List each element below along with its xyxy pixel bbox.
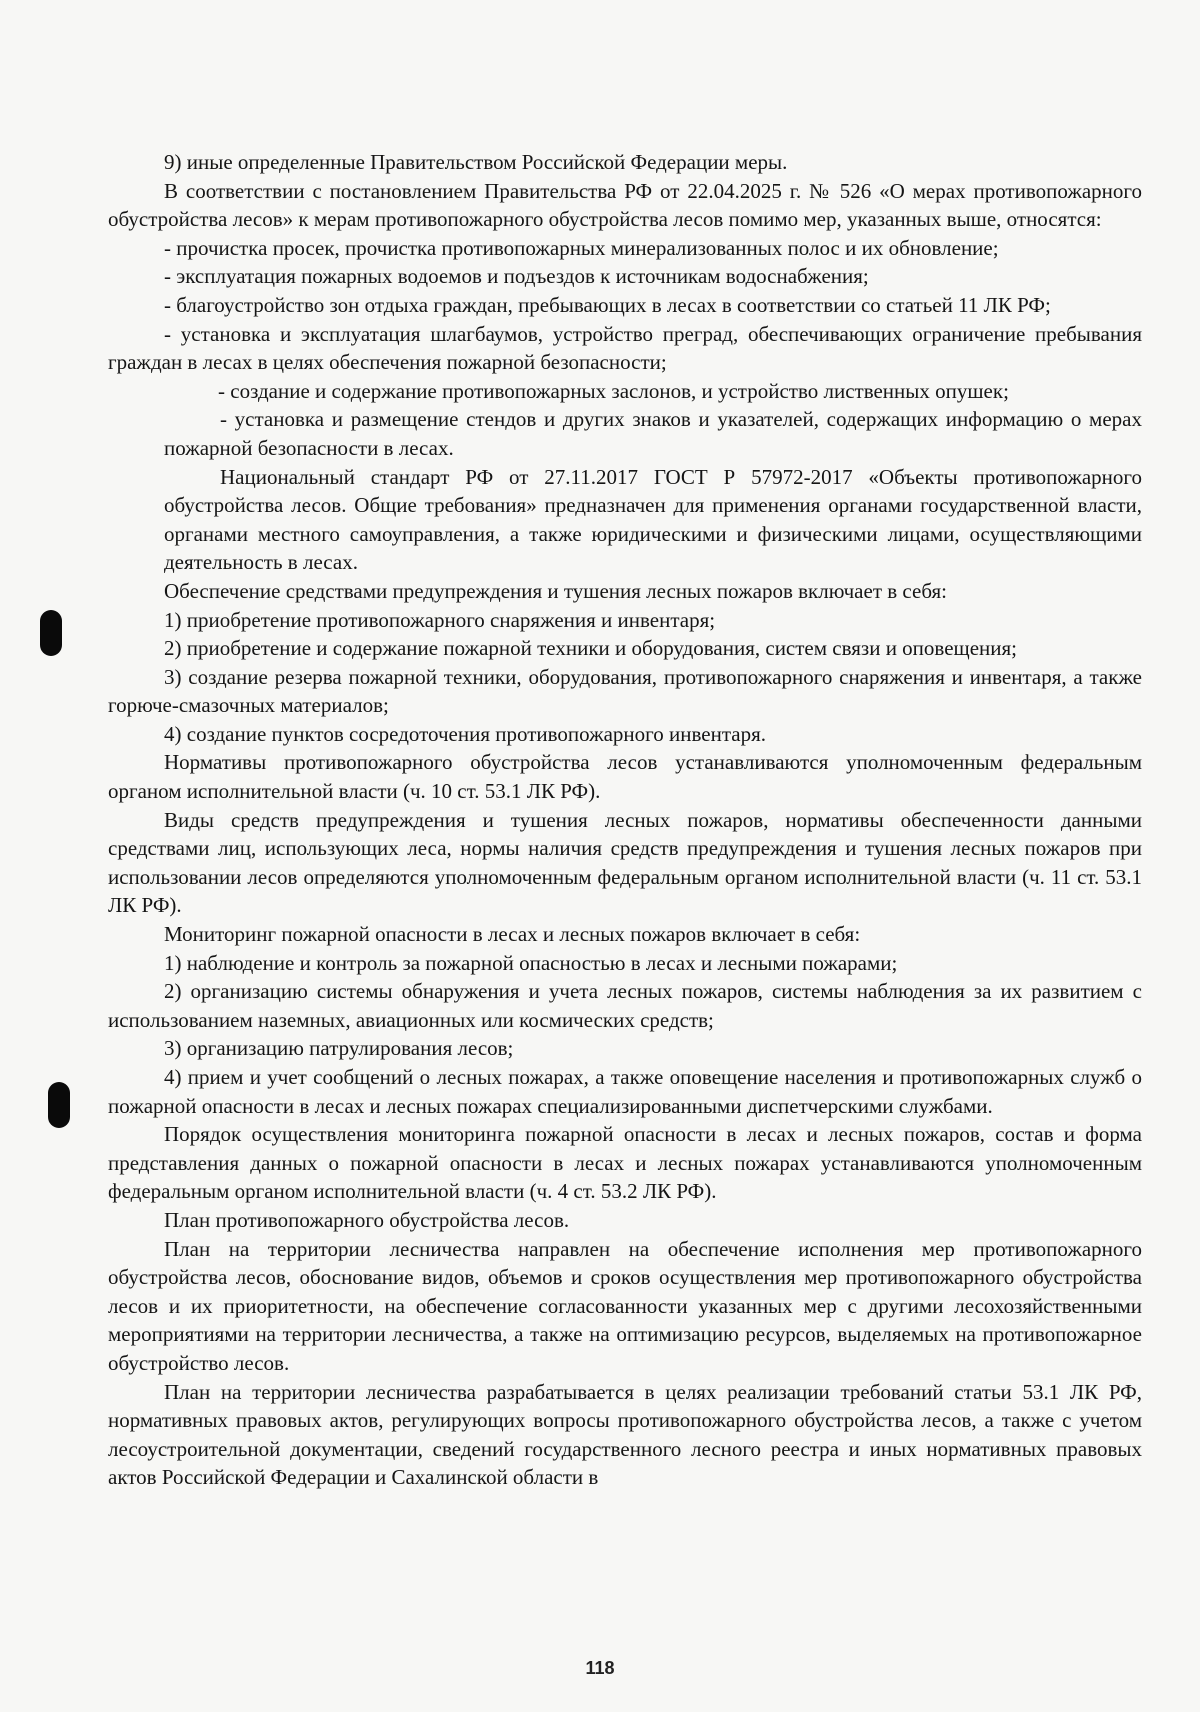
paragraph: План на территории лесничества разрабатывается в целях реализации требований статьи 53.1 ЛК РФ, нормативных правовых актов, регулирующих вопросы противопожарного обустройства лесов, а также с учетом лесоустроительной документации, сведений государственного лесного реестра и иных нормативных правовых актов Российской Федерации и Сахалинской области в [108, 1379, 1142, 1490]
paragraph: Виды средств предупреждения и тушения лесных пожаров, нормативы обеспеченности данными средствами лиц, использующих леса, нормы наличия средств предупреждения и тушения лесных пожаров при использовании лесов определяются уполномоченным федеральным органом исполнительной власти (ч. 11 ст. 53.1 ЛК РФ). [108, 807, 1142, 918]
paragraph: 1) наблюдение и контроль за пожарной опасностью в лесах и лесными пожарами; [164, 950, 898, 975]
paragraph: 3) организацию патрулирования лесов; [164, 1036, 514, 1061]
paragraph: 1) приобретение противопожарного снаряжения и инвентаря; [164, 607, 716, 632]
page-number: 118 [585, 1658, 615, 1678]
paragraph: - прочистка просек, прочистка противопожарных минерализованных полос и их обновление; [164, 235, 999, 260]
paragraph: - создание и содержание противопожарных заслонов, и устройство лиственных опушек; [218, 378, 1009, 403]
paragraph: План противопожарного обустройства лесов. [164, 1207, 570, 1232]
paragraph: Мониторинг пожарной опасности в лесах и лесных пожаров включает в себя: [164, 922, 861, 947]
paragraph: Нормативы противопожарного обустройства лесов устанавливаются уполномоченным федеральным органом исполнительной власти (ч. 10 ст. 53.1 ЛК РФ). [108, 750, 1142, 804]
paragraph: План на территории лесничества направлен на обеспечение исполнения мер противопожарного обустройства лесов, обоснование видов, объемов и сроков осуществления мер противопожарного обустройства лесов и их приоритетности, на обеспечение согласованности указанных мер с другими лесохозяйственными мероприятиями на территории лесничества, а также на оптимизацию ресурсов, выделяемых на противопожарное обустройство лесов. [108, 1236, 1142, 1375]
binder-hole [48, 1082, 70, 1128]
document-body [108, 148, 1142, 1492]
paragraph: 2) приобретение и содержание пожарной техники и оборудования, систем связи и оповещения; [164, 636, 1017, 661]
paragraph: Обеспечение средствами предупреждения и тушения лесных пожаров включает в себя: [164, 578, 947, 603]
paragraph: 9) иные определенные Правительством Российской Федерации меры. [164, 150, 788, 174]
paragraph: 2) организацию системы обнаружения и учета лесных пожаров, системы наблюдения за их развитием с использованием наземных, авиационных или космических средств; [108, 979, 1142, 1032]
paragraph: Порядок осуществления мониторинга пожарной опасности в лесах и лесных пожаров, состав и форма представления данных о пожарной опасности в лесах и лесных пожарах устанавливаются уполномоченным федеральным органом исполнительной власти (ч. 4 ст. 53.2 ЛК РФ). [108, 1122, 1142, 1204]
paragraph: - эксплуатация пожарных водоемов и подъездов к источникам водоснабжения; [164, 264, 869, 289]
paragraph: - установка и эксплуатация шлагбаумов, устройство преград, обеспечивающих ограничение пребывания граждан в лесах в целях обеспечения пожарной безопасности; [108, 321, 1142, 375]
paragraph: Национальный стандарт РФ от 27.11.2017 ГОСТ Р 57972-2017 «Объекты противопожарного обустройства лесов. Общие требования» предназначен для применения органами государственной власти, органами местного самоуправления, а также юридическими и физическими лицами, осуществляющими деятельность в лесах. [164, 464, 1142, 575]
paragraph: - установка и размещение стендов и других знаков и указателей, содержащих информацию о мерах пожарной безопасности в лесах. [164, 407, 1142, 460]
paragraph: - благоустройство зон отдыха граждан, пребывающих в лесах в соответствии со статьей 11 ЛК РФ; [164, 292, 1051, 317]
paragraph: В соответствии с постановлением Правительства РФ от 22.04.2025 г. № 526 «О мерах противопожарного обустройства лесов» к мерам противопожарного обустройства лесов помимо мер, указанных выше, относятся: [108, 178, 1142, 232]
binder-hole [40, 610, 62, 656]
paragraph: 3) создание резерва пожарной техники, оборудования, противопожарного снаряжения и инвентаря, а также горюче-смазочных материалов; [108, 664, 1142, 718]
paragraph: 4) прием и учет сообщений о лесных пожарах, а также оповещение населения и противопожарных служб о пожарной опасности в лесах и лесных пожарах специализированными диспетчерскими службами. [108, 1065, 1142, 1118]
paragraph: 4) создание пунктов сосредоточения противопожарного инвентаря. [164, 721, 767, 746]
